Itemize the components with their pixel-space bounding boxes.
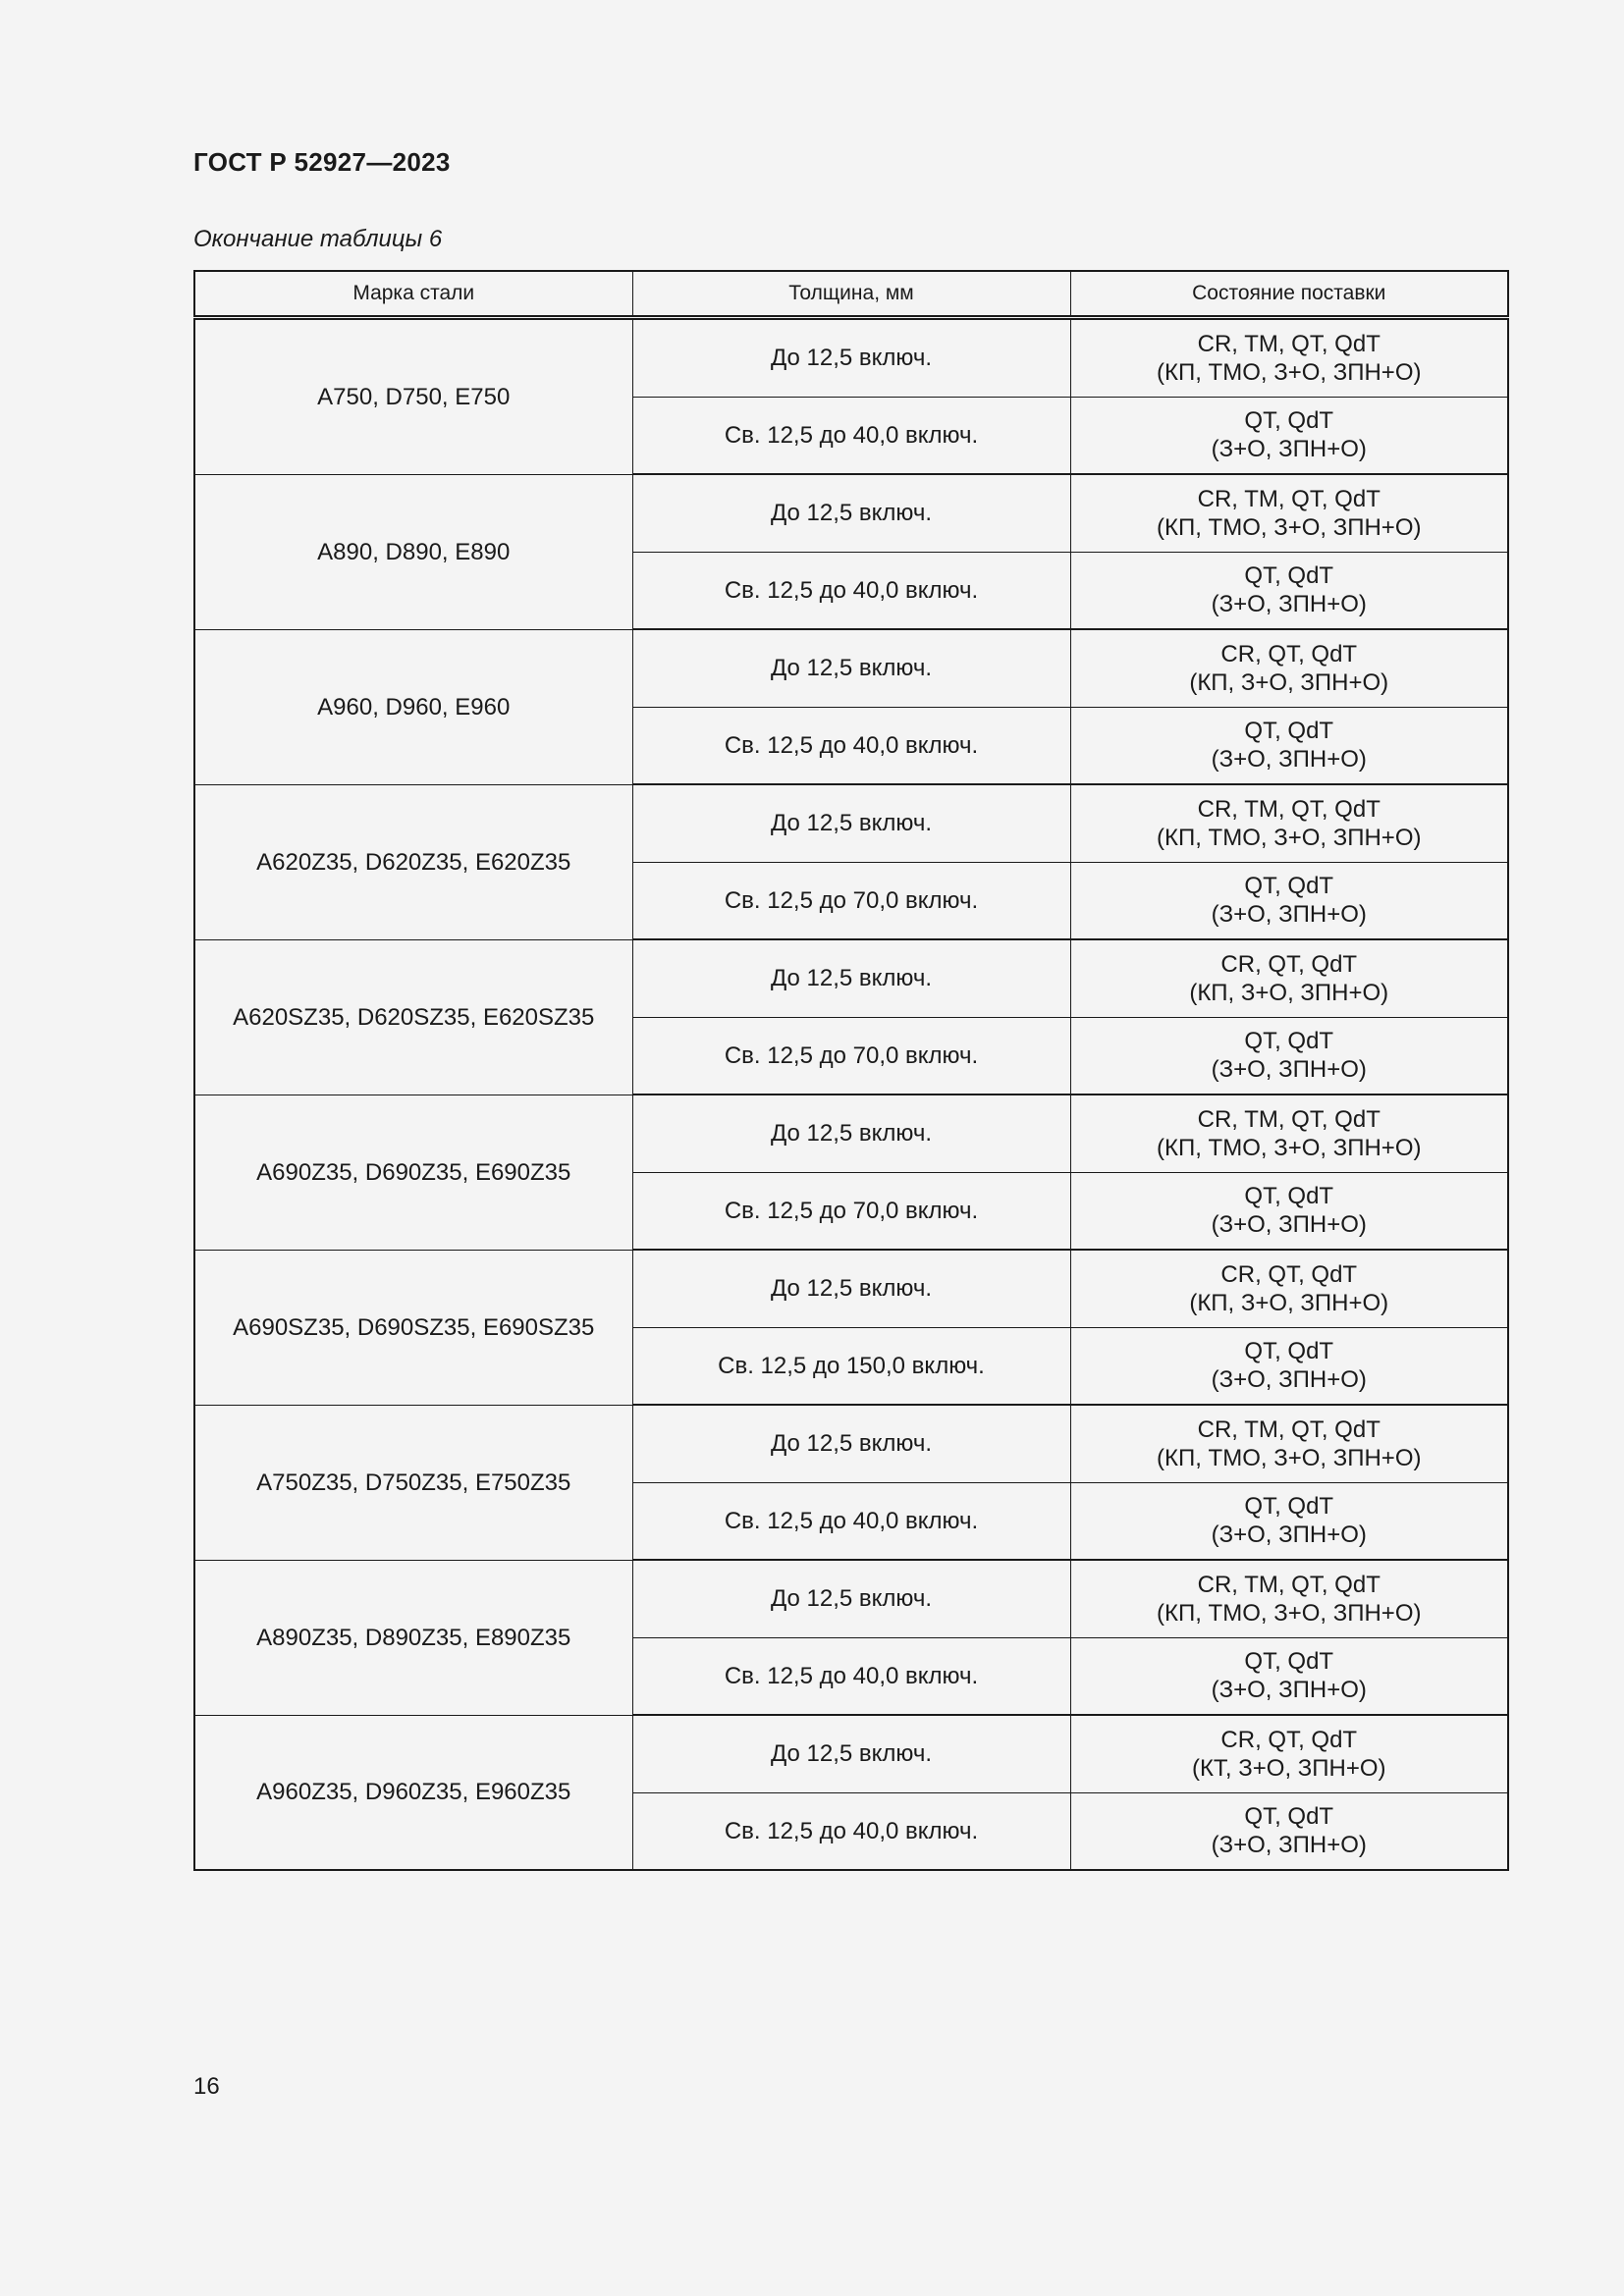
thickness-cell: До 12,5 включ. bbox=[632, 1715, 1070, 1792]
thickness-cell: Св. 12,5 до 70,0 включ. bbox=[632, 1017, 1070, 1095]
delivery-condition-cell bbox=[1070, 1715, 1508, 1792]
thickness-cell: Св. 12,5 до 40,0 включ. bbox=[632, 1637, 1070, 1715]
delivery-condition-line: QT, QdT bbox=[1244, 1803, 1334, 1831]
thickness-cell: Св. 12,5 до 40,0 включ. bbox=[632, 397, 1070, 474]
thickness-cell: До 12,5 включ. bbox=[632, 474, 1070, 552]
delivery-condition-line: (КП, ТМО, З+О, ЗПН+О) bbox=[1157, 358, 1422, 386]
delivery-condition-line: (З+О, ЗПН+О) bbox=[1211, 1056, 1367, 1084]
thickness-cell: До 12,5 включ. bbox=[632, 1250, 1070, 1327]
steel-grade-cell: A890, D890, E890 bbox=[194, 474, 632, 629]
delivery-condition-line: QT, QdT bbox=[1244, 718, 1334, 745]
column-header-steel-grade: Марка стали bbox=[194, 271, 632, 318]
table-caption: Окончание таблицы 6 bbox=[193, 226, 443, 252]
delivery-condition-line: (КП, З+О, ЗПН+О) bbox=[1189, 979, 1389, 1006]
delivery-condition-line: (КП, З+О, ЗПН+О) bbox=[1189, 1289, 1389, 1316]
table-row bbox=[194, 1715, 1508, 1792]
delivery-condition-line: CR, TM, QT, QdT bbox=[1197, 795, 1380, 823]
thickness-cell: До 12,5 включ. bbox=[632, 1405, 1070, 1482]
thickness-cell: До 12,5 включ. bbox=[632, 318, 1070, 398]
delivery-condition-line: QT, QdT bbox=[1244, 873, 1334, 900]
delivery-condition-cell bbox=[1070, 1560, 1508, 1637]
steel-grade-cell: A960, D960, E960 bbox=[194, 629, 632, 784]
column-header-delivery-condition: Состояние поставки bbox=[1070, 271, 1508, 318]
delivery-condition-cell bbox=[1070, 474, 1508, 552]
delivery-condition-cell bbox=[1070, 1172, 1508, 1250]
table-row bbox=[194, 474, 1508, 552]
steel-grade-cell: A750Z35, D750Z35, E750Z35 bbox=[194, 1405, 632, 1560]
table-body bbox=[194, 318, 1508, 1871]
thickness-cell: До 12,5 включ. bbox=[632, 939, 1070, 1017]
delivery-condition-line: CR, TM, QT, QdT bbox=[1197, 1571, 1380, 1598]
table-row bbox=[194, 1250, 1508, 1327]
table-row bbox=[194, 318, 1508, 398]
delivery-condition-line: QT, QdT bbox=[1244, 1183, 1334, 1210]
thickness-cell: До 12,5 включ. bbox=[632, 784, 1070, 862]
thickness-cell: Св. 12,5 до 150,0 включ. bbox=[632, 1327, 1070, 1405]
delivery-condition-line: CR, QT, QdT bbox=[1220, 640, 1358, 667]
delivery-condition-cell bbox=[1070, 939, 1508, 1017]
delivery-condition-cell bbox=[1070, 1250, 1508, 1327]
delivery-condition-line: (З+О, ЗПН+О) bbox=[1211, 1211, 1367, 1239]
delivery-condition-line: (З+О, ЗПН+О) bbox=[1211, 746, 1367, 774]
thickness-cell: Св. 12,5 до 40,0 включ. bbox=[632, 552, 1070, 629]
steel-grade-cell: A750, D750, E750 bbox=[194, 318, 632, 475]
table-row bbox=[194, 629, 1508, 707]
delivery-condition-line: CR, TM, QT, QdT bbox=[1197, 330, 1380, 357]
delivery-condition-line: QT, QdT bbox=[1244, 1338, 1334, 1365]
steel-grade-cell: A690SZ35, D690SZ35, E690SZ35 bbox=[194, 1250, 632, 1405]
delivery-condition-line: CR, TM, QT, QdT bbox=[1197, 1415, 1380, 1443]
delivery-condition-line: (КТ, З+О, ЗПН+О) bbox=[1191, 1754, 1386, 1782]
delivery-condition-line: (З+О, ЗПН+О) bbox=[1211, 436, 1367, 463]
delivery-condition-line: CR, TM, QT, QdT bbox=[1197, 1105, 1380, 1133]
thickness-cell: Св. 12,5 до 40,0 включ. bbox=[632, 1792, 1070, 1870]
table-row bbox=[194, 1095, 1508, 1172]
thickness-cell: До 12,5 включ. bbox=[632, 1095, 1070, 1172]
delivery-condition-line: (КП, ТМО, З+О, ЗПН+О) bbox=[1157, 1444, 1422, 1471]
delivery-condition-line: (З+О, ЗПН+О) bbox=[1211, 591, 1367, 618]
delivery-condition-line: QT, QdT bbox=[1244, 1028, 1334, 1055]
column-header-thickness: Толщина, мм bbox=[632, 271, 1070, 318]
delivery-condition-line: QT, QdT bbox=[1244, 1493, 1334, 1521]
delivery-condition-line: QT, QdT bbox=[1244, 562, 1334, 590]
thickness-cell: Св. 12,5 до 40,0 включ. bbox=[632, 707, 1070, 784]
delivery-condition-cell bbox=[1070, 552, 1508, 629]
delivery-condition-line: QT, QdT bbox=[1244, 1648, 1334, 1676]
delivery-condition-cell bbox=[1070, 1792, 1508, 1870]
table-header-row bbox=[194, 271, 1508, 318]
document-header: ГОСТ Р 52927—2023 bbox=[193, 147, 451, 177]
delivery-condition-line: (З+О, ЗПН+О) bbox=[1211, 1522, 1367, 1549]
delivery-condition-cell bbox=[1070, 862, 1508, 939]
table-row bbox=[194, 1405, 1508, 1482]
delivery-condition-line: (КП, ТМО, З+О, ЗПН+О) bbox=[1157, 1134, 1422, 1161]
steel-grade-cell: A690Z35, D690Z35, E690Z35 bbox=[194, 1095, 632, 1250]
delivery-condition-line: (З+О, ЗПН+О) bbox=[1211, 901, 1367, 929]
steel-grade-table bbox=[193, 270, 1509, 1871]
thickness-cell: Св. 12,5 до 70,0 включ. bbox=[632, 862, 1070, 939]
thickness-cell: До 12,5 включ. bbox=[632, 629, 1070, 707]
delivery-condition-cell bbox=[1070, 707, 1508, 784]
delivery-condition-line: (З+О, ЗПН+О) bbox=[1211, 1677, 1367, 1704]
table-row bbox=[194, 1560, 1508, 1637]
delivery-condition-cell bbox=[1070, 1017, 1508, 1095]
delivery-condition-cell bbox=[1070, 397, 1508, 474]
page-number: 16 bbox=[193, 2073, 220, 2100]
steel-grade-cell: A620Z35, D620Z35, E620Z35 bbox=[194, 784, 632, 939]
delivery-condition-cell bbox=[1070, 1095, 1508, 1172]
delivery-condition-cell bbox=[1070, 1482, 1508, 1560]
delivery-condition-line: (КП, ТМО, З+О, ЗПН+О) bbox=[1157, 513, 1422, 541]
delivery-condition-line: CR, TM, QT, QdT bbox=[1197, 485, 1380, 512]
delivery-condition-line: CR, QT, QdT bbox=[1220, 950, 1358, 978]
delivery-condition-line: (З+О, ЗПН+О) bbox=[1211, 1366, 1367, 1394]
table-row bbox=[194, 784, 1508, 862]
delivery-condition-line: (КП, ТМО, З+О, ЗПН+О) bbox=[1157, 1599, 1422, 1627]
thickness-cell: Св. 12,5 до 40,0 включ. bbox=[632, 1482, 1070, 1560]
delivery-condition-cell bbox=[1070, 629, 1508, 707]
delivery-condition-line: (КП, З+О, ЗПН+О) bbox=[1189, 668, 1389, 696]
steel-grade-cell: A890Z35, D890Z35, E890Z35 bbox=[194, 1560, 632, 1715]
delivery-condition-line: CR, QT, QdT bbox=[1220, 1726, 1358, 1753]
delivery-condition-cell bbox=[1070, 1327, 1508, 1405]
delivery-condition-cell bbox=[1070, 1405, 1508, 1482]
steel-grade-cell: A620SZ35, D620SZ35, E620SZ35 bbox=[194, 939, 632, 1095]
table-row bbox=[194, 939, 1508, 1017]
thickness-cell: До 12,5 включ. bbox=[632, 1560, 1070, 1637]
delivery-condition-line: CR, QT, QdT bbox=[1220, 1260, 1358, 1288]
steel-grade-cell: A960Z35, D960Z35, E960Z35 bbox=[194, 1715, 632, 1870]
delivery-condition-line: (КП, ТМО, З+О, ЗПН+О) bbox=[1157, 824, 1422, 851]
delivery-condition-cell bbox=[1070, 1637, 1508, 1715]
delivery-condition-cell bbox=[1070, 784, 1508, 862]
delivery-condition-cell bbox=[1070, 318, 1508, 398]
delivery-condition-line: QT, QdT bbox=[1244, 407, 1334, 435]
delivery-condition-line: (З+О, ЗПН+О) bbox=[1211, 1832, 1367, 1859]
thickness-cell: Св. 12,5 до 70,0 включ. bbox=[632, 1172, 1070, 1250]
